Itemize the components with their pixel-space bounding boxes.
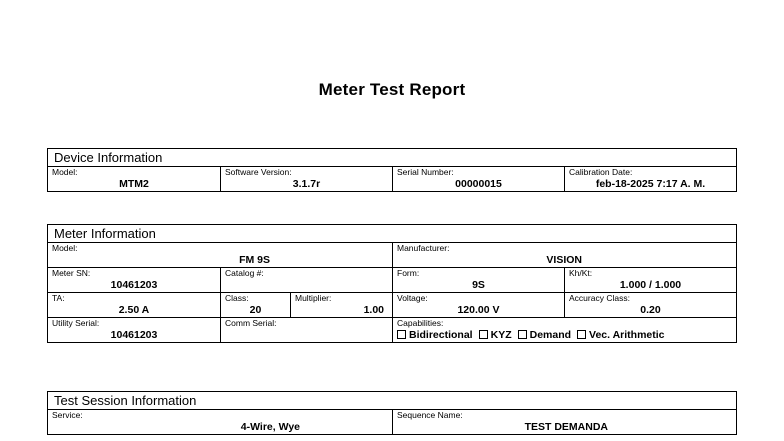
test-session-section [47,391,737,435]
device-model-value: MTM2 [119,178,149,190]
serial-number-value: 00000015 [455,178,502,190]
calibration-date-label: Calibration Date: [569,167,633,177]
form-label: Form: [397,268,420,278]
device-model-cell [48,167,221,191]
catalog-label: Catalog #: [225,268,264,278]
serial-number-cell [393,167,565,191]
report-title: Meter Test Report [318,80,466,99]
accuracy-class-cell [565,293,736,317]
manufacturer-label: Manufacturer: [397,243,450,253]
meter-model-value: FM 9S [239,254,270,266]
class-label: Class: [225,293,249,303]
sequence-name-label: Sequence Name: [397,410,463,420]
checkbox-icon [518,330,527,339]
device-information-heading: Device Information [48,149,736,167]
catalog-cell [221,268,393,292]
manufacturer-value: VISION [546,254,582,266]
software-version-label: Software Version: [225,167,292,177]
device-info-row [48,167,736,191]
checkbox-icon [397,330,406,339]
service-value: 4-Wire, Wye [240,421,300,433]
khkt-label: Kh/Kt: [569,268,593,278]
ta-value: 2.50 A [118,304,150,316]
meter-information-heading: Meter Information [48,225,736,243]
service-label: Service: [52,410,83,420]
utility-serial-label: Utility Serial: [52,318,100,328]
capability-demand[interactable]: Demand [518,329,571,342]
sequence-name-cell [393,410,736,434]
capabilities-cell [393,318,736,342]
device-information-section [47,148,737,192]
capabilities-label: Capabilities: [397,318,444,328]
accuracy-class-label: Accuracy Class: [569,293,630,303]
voltage-value: 120.00 V [457,304,500,316]
comm-serial-label: Comm Serial: [225,318,277,328]
utility-serial-value: 10461203 [110,329,158,341]
capability-kyz[interactable]: KYZ [479,329,512,342]
meter-information-section [47,224,737,343]
session-row [48,410,736,434]
capability-bidirectional[interactable]: Bidirectional [397,329,473,342]
form-value: 9S [472,279,485,291]
software-version-value: 3.1.7r [292,178,321,190]
serial-number-label: Serial Number: [397,167,454,177]
class-cell [221,293,291,317]
catalog-value [225,279,388,292]
meter-sn-label: Meter SN: [52,268,91,278]
calibration-date-cell [565,167,736,191]
meter-row-2 [48,268,736,293]
software-version-cell [221,167,393,191]
comm-serial-value [225,329,388,342]
calibration-date-value: feb-18-2025 7:17 A. M. [595,178,706,190]
voltage-cell [393,293,565,317]
meter-model-label: Model: [52,243,78,253]
meter-row-1 [48,243,736,268]
meter-sn-value: 10461203 [110,279,158,291]
voltage-label: Voltage: [397,293,428,303]
capability-vec-arithmetic[interactable]: Vec. Arithmetic [577,329,664,342]
manufacturer-cell [393,243,736,267]
class-value: 20 [249,304,262,316]
test-session-heading: Test Session Information [48,392,736,410]
utility-serial-cell [48,318,221,342]
checkbox-icon [577,330,586,339]
multiplier-label: Multiplier: [295,293,332,303]
capabilities-list [397,329,732,342]
multiplier-value: 1.00 [363,304,384,316]
comm-serial-cell [221,318,393,342]
meter-row-4 [48,318,736,342]
meter-model-cell [48,243,393,267]
service-cell [48,410,393,434]
form-cell [393,268,565,292]
khkt-cell [565,268,736,292]
multiplier-cell [291,293,393,317]
khkt-value: 1.000 / 1.000 [619,279,682,291]
device-model-label: Model: [52,167,78,177]
meter-row-3 [48,293,736,318]
ta-cell [48,293,221,317]
sequence-name-value: TEST DEMANDA [524,421,608,433]
meter-sn-cell [48,268,221,292]
accuracy-class-value: 0.20 [640,304,661,316]
ta-label: TA: [52,293,65,303]
checkbox-icon [479,330,488,339]
